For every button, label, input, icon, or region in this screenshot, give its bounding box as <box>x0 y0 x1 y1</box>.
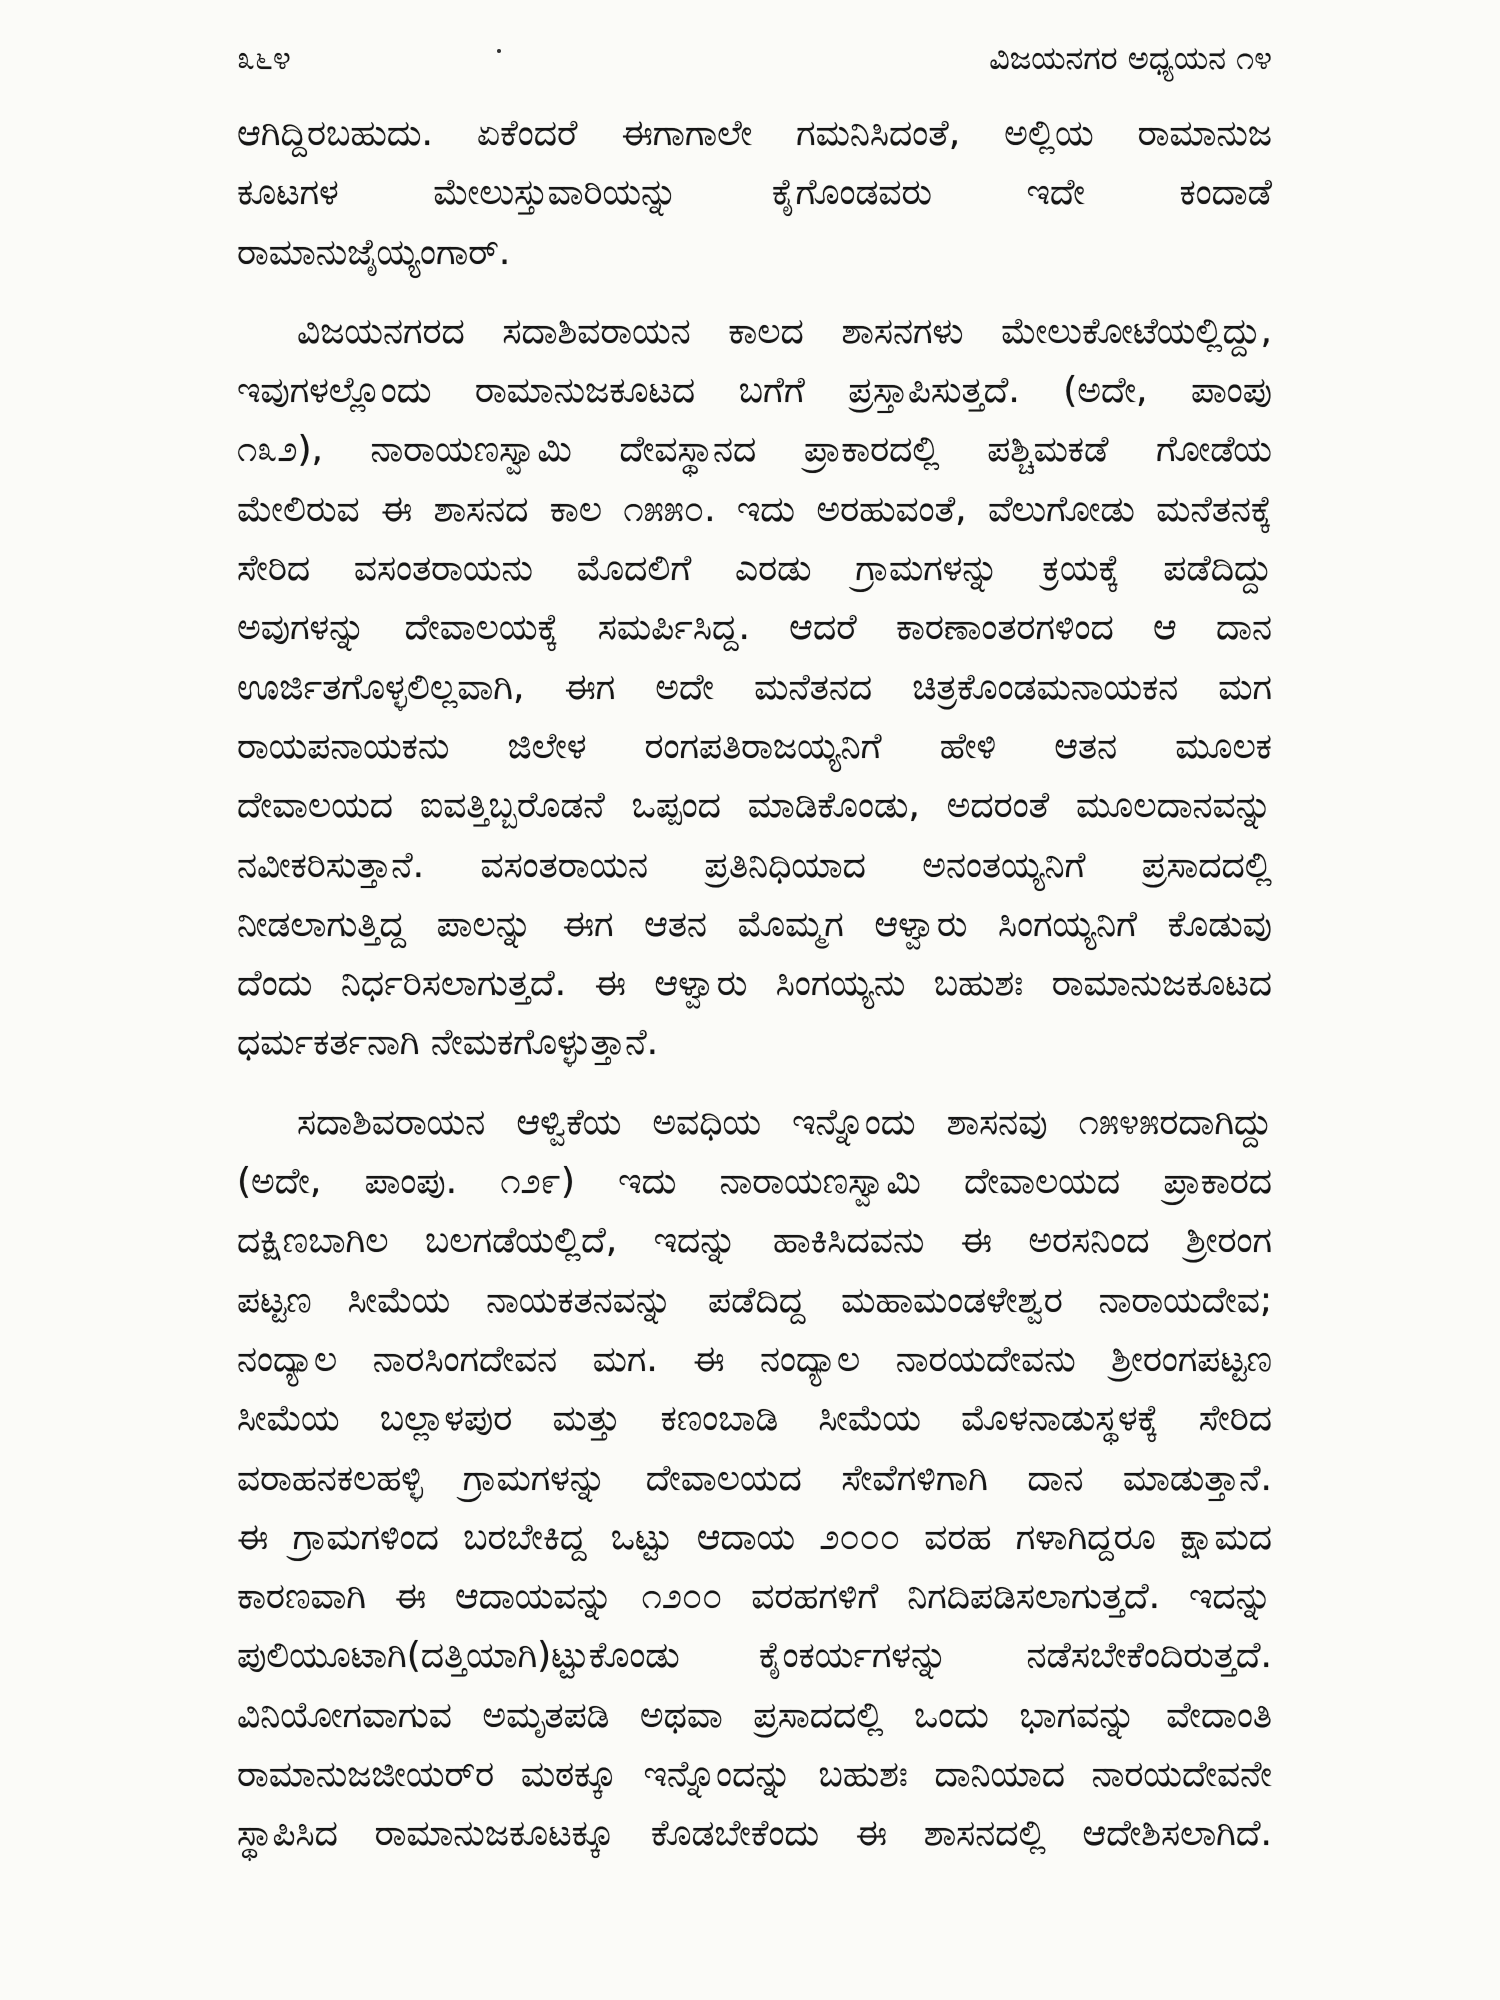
text-line: (ಅದೇ, ಪಾಂಪು. ೧೨೯) ಇದು ನಾರಾಯಣಸ್ವಾಮಿ ದೇವಾಲಯದ ಪ್ರಾಕಾರದ <box>237 1161 1272 1203</box>
paragraph-2 <box>237 302 1272 1073</box>
text-line: ಈ ಗ್ರಾಮಗಳಿಂದ ಬರಬೇಕಿದ್ದ ಒಟ್ಟು ಆದಾಯ ೨೦೦೦ ವರಹ ಗಳಾಗಿದ್ದರೂ ಕ್ಷಾಮದ <box>237 1516 1272 1558</box>
text-line: ಮೇಲಿರುವ ಈ ಶಾಸನದ ಕಾಲ ೧೫೫೦. ಇದು ಅರಹುವಂತೆ, ವೆಲುಗೋಡು ಮನೆತನಕ್ಕೆ <box>237 488 1272 530</box>
text-line: ಪುಲಿಯೂಟಾಗಿ(ದತ್ತಿಯಾಗಿ)ಟ್ಟುಕೊಂಡು ಕೈಂಕರ್ಯಗಳನ್ನು ನಡೆಸಬೇಕೆಂದಿರುತ್ತದೆ. <box>237 1635 1272 1677</box>
text-line: ದಕ್ಷಿಣಬಾಗಿಲ ಬಲಗಡೆಯಲ್ಲಿದೆ, ಇದನ್ನು ಹಾಕಿಸಿದವನು ಈ ಅರಸನಿಂದ ಶ್ರೀರಂಗ <box>237 1220 1272 1262</box>
text-line: ದೆಂದು ನಿರ್ಧರಿಸಲಾಗುತ್ತದೆ. ಈ ಆಳ್ವಾರು ಸಿಂಗಯ್ಯನು ಬಹುಶಃ ರಾಮಾನುಜಕೂಟದ <box>237 963 1272 1005</box>
paragraph-3 <box>237 1093 1272 1864</box>
text-line: ಆಗಿದ್ದಿರಬಹುದು. ಏಕೆಂದರೆ ಈಗಾಗಾಲೇ ಗಮನಿಸಿದಂತೆ, ಅಲ್ಲಿಯ ರಾಮಾನುಜ <box>237 113 1272 154</box>
text-line: ಕಾರಣವಾಗಿ ಈ ಆದಾಯವನ್ನು ೧೨೦೦ ವರಹಗಳಿಗೆ ನಿಗದಿಪಡಿಸಲಾಗುತ್ತದೆ. ಇದನ್ನು <box>237 1576 1272 1618</box>
text-line: ಪಟ್ಟಣ ಸೀಮೆಯ ನಾಯಕತನವನ್ನು ಪಡೆದಿದ್ದ ಮಹಾಮಂಡಳೇಶ್ವರ ನಾರಾಯದೇವ; <box>237 1279 1272 1321</box>
text-line: ದೇವಾಲಯದ ಐವತ್ತಿಬ್ಬರೊಡನೆ ಒಪ್ಪಂದ ಮಾಡಿಕೊಂಡು, ಅದರಂತೆ ಮೂಲದಾನವನ್ನು <box>237 785 1272 827</box>
text-line: ರಾಮಾನುಜೈಯ್ಯಂಗಾರ್. <box>237 231 511 273</box>
text-line: ರಾಯಪನಾಯಕನು ಜಿಲೇಳ ರಂಗಪತಿರಾಜಯ್ಯನಿಗೆ ಹೇಳಿ ಆತನ ಮೂಲಕ <box>237 725 1272 767</box>
text-line: ರಾಮಾನುಜಜೀಯರ್‌ರ ಮಠಕ್ಕೂ ಇನ್ನೊಂದನ್ನು ಬಹುಶಃ ದಾನಿಯಾದ ನಾರಯದೇವನೇ <box>237 1754 1272 1796</box>
scan-speck <box>497 49 501 53</box>
running-title: ವಿಜಯನಗರ ಅಧ್ಯಯನ ೧೪ <box>989 39 1272 77</box>
text-line: ಸೇರಿದ ವಸಂತರಾಯನು ಮೊದಲಿಗೆ ಎರಡು ಗ್ರಾಮಗಳನ್ನು ಕ್ರಯಕ್ಕೆ ಪಡೆದಿದ್ದು <box>237 548 1272 590</box>
text-line: ವರಾಹನಕಲಹಳ್ಳಿ ಗ್ರಾಮಗಳನ್ನು ದೇವಾಲಯದ ಸೇವೆಗಳಿಗಾಗಿ ದಾನ ಮಾಡುತ್ತಾನೆ. <box>237 1457 1272 1499</box>
text-line: ೧೩೨), ನಾರಾಯಣಸ್ವಾಮಿ ದೇವಸ್ಥಾನದ ಪ್ರಾಕಾರದಲ್ಲಿ ಪಶ್ಚಿಮಕಡೆ ಗೋಡೆಯ <box>237 429 1272 471</box>
text-line: ಧರ್ಮಕರ್ತನಾಗಿ ನೇಮಕಗೊಳ್ಳುತ್ತಾನೆ. <box>237 1022 659 1064</box>
text-line: ವಿಜಯನಗರದ ಸದಾಶಿವರಾಯನ ಕಾಲದ ಶಾಸನಗಳು ಮೇಲುಕೋಟೆಯಲ್ಲಿದ್ದು, <box>297 310 1272 352</box>
text-line: ಸೀಮೆಯ ಬಲ್ಲಾಳಪುರ ಮತ್ತು ಕಣಂಬಾಡಿ ಸೀಮೆಯ ಮೊಳನಾಡುಸ್ಥಳಕ್ಕೆ ಸೇರಿದ <box>237 1398 1272 1440</box>
text-line: ಸ್ಥಾಪಿಸಿದ ರಾಮಾನುಜಕೂಟಕ್ಕೂ ಕೊಡಬೇಕೆಂದು ಈ ಶಾಸನದಲ್ಲಿ ಆದೇಶಿಸಲಾಗಿದೆ. <box>237 1813 1272 1855</box>
text-line: ಊರ್ಜಿತಗೊಳ್ಳಲಿಲ್ಲವಾಗಿ, ಈಗ ಅದೇ ಮನೆತನದ ಚಿತ್ರಕೊಂಡಮನಾಯಕನ ಮಗ <box>237 666 1272 708</box>
page-header <box>237 36 1272 80</box>
body-text <box>237 104 1272 1864</box>
text-line: ಅವುಗಳನ್ನು ದೇವಾಲಯಕ್ಕೆ ಸಮರ್ಪಿಸಿದ್ದ. ಆದರೆ ಕಾರಣಾಂತರಗಳಿಂದ ಆ ದಾನ <box>237 607 1272 649</box>
text-line: ನೀಡಲಾಗುತ್ತಿದ್ದ ಪಾಲನ್ನು ಈಗ ಆತನ ಮೊಮ್ಮಗ ಆಳ್ವಾರು ಸಿಂಗಯ್ಯನಿಗೆ ಕೊಡುವು <box>237 903 1272 945</box>
text-line: ಸದಾಶಿವರಾಯನ ಆಳ್ವಿಕೆಯ ಅವಧಿಯ ಇನ್ನೊಂದು ಶಾಸನವು ೧೫೪೫ರದಾಗಿದ್ದು <box>297 1101 1272 1143</box>
text-line: ಕೂಟಗಳ ಮೇಲುಸ್ತುವಾರಿಯನ್ನು ಕೈಗೊಂಡವರು ಇದೇ ಕಂದಾಡೆ <box>237 172 1272 214</box>
text-line: ಇವುಗಳಲ್ಲೊಂದು ರಾಮಾನುಜಕೂಟದ ಬಗೆಗೆ ಪ್ರಸ್ತಾಪಿಸುತ್ತದೆ. (ಅದೇ, ಪಾಂಪು <box>237 370 1272 412</box>
text-line: ನವೀಕರಿಸುತ್ತಾನೆ. ವಸಂತರಾಯನ ಪ್ರತಿನಿಧಿಯಾದ ಅನಂತಯ್ಯನಿಗೆ ಪ್ರಸಾದದಲ್ಲಿ <box>237 844 1272 886</box>
text-line: ನಂದ್ಯಾಲ ನಾರಸಿಂಗದೇವನ ಮಗ. ಈ ನಂದ್ಯಾಲ ನಾರಯದೇವನು ಶ್ರೀರಂಗಪಟ್ಟಣ <box>237 1338 1272 1380</box>
page-number: ೩೬೪ <box>237 39 291 77</box>
paragraph-1 <box>237 104 1272 282</box>
text-line: ವಿನಿಯೋಗವಾಗುವ ಅಮೃತಪಡಿ ಅಥವಾ ಪ್ರಸಾದದಲ್ಲಿ ಒಂದು ಭಾಗವನ್ನು ವೇದಾಂತಿ <box>237 1694 1272 1736</box>
